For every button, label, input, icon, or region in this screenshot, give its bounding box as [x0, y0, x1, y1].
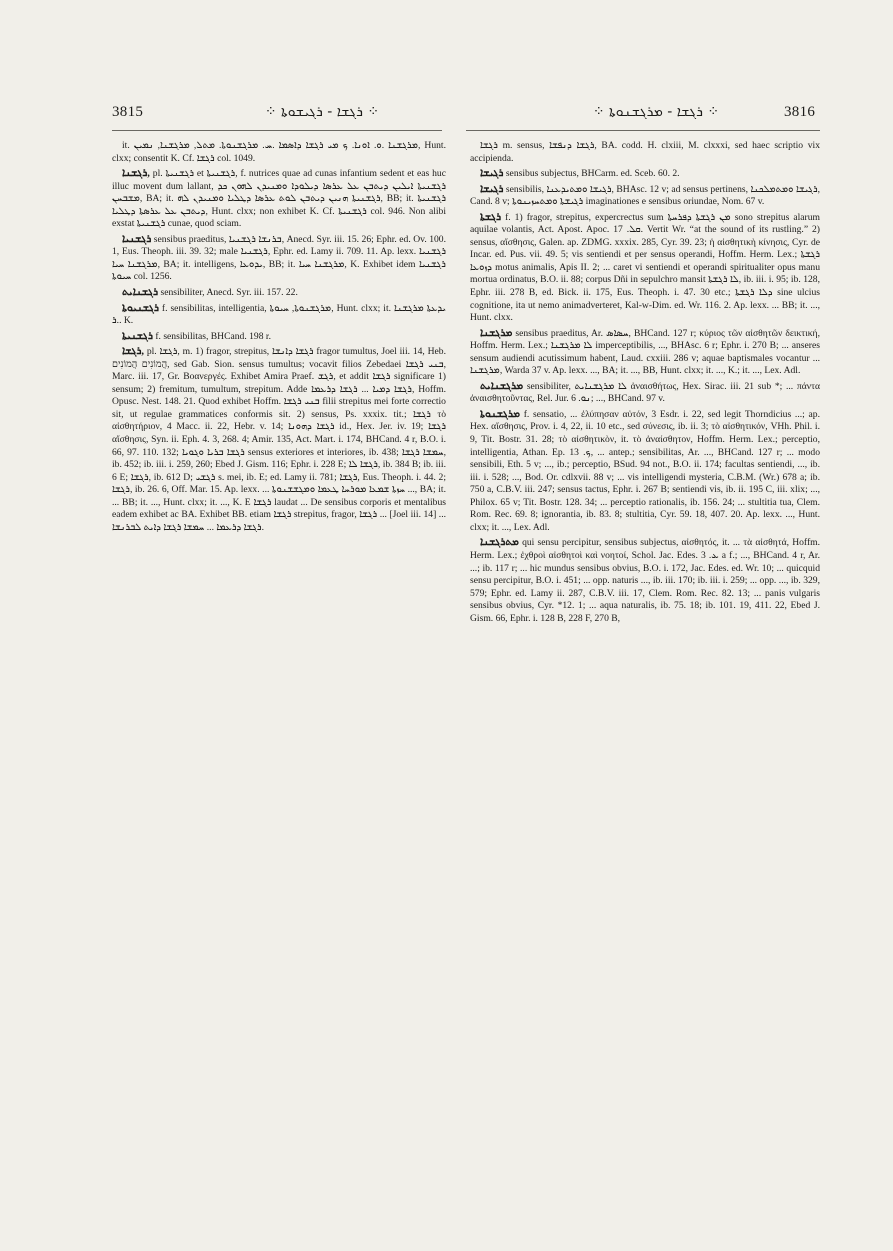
headword: ܡܪܓܫܢܐܝܬ — [480, 380, 524, 392]
headword: ܡܪܓܫܢܘܬܐ — [480, 408, 520, 420]
entry-text: sensibus praeditus, ܒܪܢܫܐ ܪܓܫܢܝܐ, Anecd. Syr. iii. 15. 26; Ephr. ed. Ov. 100. 1, Eus. Theoph. iii. 39. 32; male ܪܓܫܢܝܐ, Ephr. ed. Lamy ii. 709. 11. Ap. lexx. ܪܓܫܢܝܐ ܡܪܓܫܢܐ ܚܝܐ, BA; it. intelligens, ܝܕܘܥܐ, BB; it. ܡܪܓܫܢܐ ܚܝܐ, K. Exhibet idem ܪܓܫܢܝܐ ܚܝܘܬܐ col. 1256. — [112, 233, 446, 283]
page-number-left: 3815 — [112, 104, 144, 120]
page-header — [0, 0, 893, 60]
headword: ܪܓܫܢܝܘܬܐ — [122, 302, 159, 314]
running-head-right: ⁘ ܪܓܫܐ - ܡܪܓܫܢܘܬܐ ⁘ — [592, 104, 720, 120]
dictionary-entry — [470, 140, 820, 165]
entry-text: sensibilis, ܪܓܝܫܐ ܘܡܬܝܕܥܢܐ, BHAsc. 12 v; ad sensus pertinens, ܪܓܝܫܐ ܘܡܬܡܠܟܢܐ, Cand. 8 v; ܪܓܝܫܬܐ ܘܡܬܚܙܝܢܘܬܐ imaginationes e sensibus oriundae, Nom. 67 v. — [470, 183, 820, 208]
page-number-right: 3816 — [784, 104, 816, 120]
dictionary-entry — [112, 287, 446, 300]
entry-text: pl. ܪܓܫܐ, m. 1) fragor, strepitus, ܪܓܫܐ ܕܐܢܫܐ fragor tumultus, Joel iii. 14, Heb. הֲמוֹנִים הֲמוֹנִים, sed Gab. Sion. sensus tumultus; vocavit filios Zebedaei ܒܢܝ ܪܓܫܐ, Marc. iii. 17, Gr. Βοανεργές. Exhibet Amira Praef. ܪܓܫ, et addit ܪܓܫܐ significare 1) sensum; 2) fremitum, tumultum, strepitum. Adde ܪܓܫܐ ܕܡܝܐ ... ܪܓܫܐ ܕܪܥܡܐ, Hoffm. Opusc. Nest. 148. 21. Quod exhibet Hoffm. ܒܢܝ ܪܓܫܐ filii strepitus mei forte correctio sit, ut regulae grammatices conformis sit. 2) sensus, Ps. xxxix. tit.; ܪܓܫܐ τὸ αἰσθητήριον, 4 Macc. ii. 22, Hebr. v. 14; ܪܓܫܐ ܕܗܘܢܐ id., Hex. Jer. iv. 19; ܪܓܫܐ αἴσθησις, Syn. ii. Eph. 4. 3, 268. 4; Amir. 135, Act. Mart. i. 174, BHCand. 4 r, B.O. i. 66, 97. 110. 132; ܪܓܫܐ ܒܪܝܐ ܘܓܘܝܐ sensus exteriores et interiores, ib. 438; ܚܡܫܐ ܪܓܫܐ, ib. 452; ib. iii. i. 259, 260; Ebed J. Gism. 116; Ephr. i. 228 E; ܪܓܫܐ ܠܐ, ib. 384 B; ib. iii. 6 E; ܪܓܫܐ, ib. 612 D; ܪܓܫܝ s. mei, ib. E; ed. Lamy ii. 781; ܪܓܫܐ, Eus. Theoph. i. 44. 2; ܪܓܫܐ, ib. 26. 6, Off. Mar. 15. Ap. lexx. ... ܚܙܬܐ ܫܡܥܐ ܡܘܪܚܐ ܛܥܡܐ ܘܡܓܫܫܢܘܬܐ ..., BA; it. ... BB; it. ..., Hunt. clxx; it. ..., K. E ܪܓܫܐ laudat ... De sensibus corporis et mentalibus eadem exhibet ac BA. Exhibet BB. etiam ܪܓܫܐ strepitus, fragor, ܪܓܫܐ ... [Joel iii. 14] ... ܪܓܫܐ ܕܪܥܡܐ ... ܚܡܫܐ ܪܓܫܐ ܕܐܝܬ ܠܒܪܢܫܐ. — [112, 346, 446, 533]
headword: ܪܓܫܐ, — [122, 346, 145, 358]
entry-text: f. sensatio, ... ἐλύπησαν αὐτόν, 3 Esdr. i. 22, sed legit Thorndicius ...; ap. Hex. αἴσθησις, Prov. i. 4, 22, ii. 10 etc., sed σύνεσις, ib. ii. 3; τὸ αἰσθητικόν, VHh. Phil. i. 9, Tit. Bostr. 31. 28; τὸ αἰσθητικὸν, it. τὸ ἀναίσθητον, Hoffm. Herm. Lex.; perceptio, intelligentia, Athan. Ep. ܟ. 13, ... antep.; sensibilitas, Ar. ..., BHCand. 127 r; ... modo sensibili, Eth. 5 v; ..., ib.; perceptio, BSud. 94 not., B.O. ii. 174; facultas sentiendi, ..., ib. iii. i. 528; ..., Bod. Or. cdlxvii. 88 v; ... vis intelligendi mysteria, C.B.M. (Wr.) 678 a; ib. 750 a, C.B.V. iii. 247; sensus tactus, Ephr. i. 267 B; sentiendi vis, ib. ii. 195 C, iii. xlix; ..., Philox. 65 v; Tit. Bostr. 128. 34; ... perceptio rationalis, ib. 156. 24; ... stultitia tua, Clem. Rom. Rec. 69. 8; ignorantia, ib. 83. 8; stultitia, Cyr. 59. 18, 407. 20. Ap. lexx. ..., Hunt. clxx; it. ..., Lex. Adl. — [470, 408, 820, 533]
dictionary-entry — [112, 168, 446, 231]
dictionary-entry — [470, 184, 820, 209]
entry-text: ܪܓܫܐ m. sensus, ܪܓܫܐ ܕܢܦܫܐ, BA. codd. H. clxiii, M. clxxxi, sed haec scriptio vix accipienda. — [470, 140, 820, 164]
dictionary-entry — [470, 212, 820, 325]
dictionary-entry — [470, 381, 820, 406]
headword: ܡܪܓܫܢܐ — [480, 327, 513, 339]
dictionary-entry — [112, 346, 446, 534]
header-rule-left — [112, 130, 442, 131]
right-column — [470, 140, 820, 1215]
entry-text: it. ܡܪܓܫܢܐ .ܘ. ܐܘܢܐ. ܟ ܡܝ ܪܓܫܐ ܕܐܣܡܐ .ܚ. ܡܪܓܫܢܘܬܐ. ܡܬܠ, ܡܪܓܫܢܐ, ܢܡܝܢ, Hunt. clxx; consentit K. Cf. ܪܓܫܐ col. 1049. — [112, 140, 446, 164]
dictionary-entry — [112, 303, 446, 328]
running-head-left: ⁘ ܪܓܫܐ - ܪܓܝܫܘܬܐ ⁘ — [264, 104, 380, 120]
entry-text: pl. ܪܓܫܢܝܬܐ et ܪܓܫܢܝܬܐ, f. nutrices quae ad cunas infantium sedent et eas huc illuc movent dum lallant, ܪܓܫܢܝܬܐ ܐܝܠܝܢ ܕܝܬܒܢ ܥܠ ܥܪܣܐ ܕܝܠܘܕܐ ܘܡܢܝܕܢ ܠܗܘܢ ܟܕ ܡܫܒܚܢ, BA; it. ܪܓܫܢܝܬܐ ܗܢܝܢ ܕܝܬܒܢ ܠܘܬ ܥܪܣܐ ܕܛܠܝܐ ܘܡܢܝܕܢ ܠܗ, BB; it. ܪܓܫܢܝܬܐ ܕܝܬܒܢ ܥܠ ܥܪܣܬܐ ܕܛܠܝܐ, Hunt. clxx; non exhibet K. Cf. ܪܓܫܢܝܬܐ col. 946. Non alibi exstat ܪܓܫܢܝܬܐ cunae, quod sciam. — [112, 168, 446, 230]
entry-text: f. sensibilitas, intelligentia, ܡܪܓܫܢܘܬܐ, ܚܝܘܬܐ, Hunt. clxx; it. ܝܕܥܬܐ ܡܪܓܫܢܐ .ܪ. K. — [112, 302, 446, 327]
dictionary-entry — [470, 409, 820, 534]
entry-text: f. sensibilitas, BHCand. 198 r. — [155, 330, 271, 342]
headword: ܪܓܫܬܐ — [480, 211, 502, 223]
headword: ܡܬܪܓܫܢܐ — [480, 537, 519, 549]
entry-text: f. 1) fragor, strepitus, expercrectus sum ܡܢ ܪܓܫܬܐ ܕܦܪܚܬܐ sono strepitus alarum aquilae volantis, Act. Apost. Apoc. ܩܠ. 17. Vertit Wr. “at the sound of its rustling.” 2) sensus, αἴσθησις, Galen. ap. ZDMG. xxxix. 285, Cyr. 39. 23; ἡ αἰσθητικὴ κίνησις, Cyr. de Incar. ed. Pus. vii. 49. 5; vis sentiendi et per sensus operandi, Hoffm. Herm. Lex.; ܪܓܫܬܐ ܕܙܘܥܐ motus animalis, Apis II. 2; ... caret vi sentiendi et operandi spiritualiter opus manu mortua ordinatus, B.O. ii. 88; corpus Dñi in sepulchro mansit ܠܐ ܪܓܫܬܐ, ib. iii. i. 95; ib. 128, Ephr. iii. 278 B, ed. Bick. ii. 175, Eus. Theoph. i. 47. 30 etc.; ܕܠܐ ܪܓܫܬܐ sine ulcius cognitione, ita ut nemo animadverteret, Kal-w-Dim. ed. Wr. 116. 2. Ap. lexx. ... BB; it. ..., Hunt. clxx. — [470, 211, 820, 324]
entry-text: sensibus subjectus, BHCarm. ed. Sceb. 60. 2. — [505, 168, 680, 180]
dictionary-entry — [112, 140, 446, 165]
entry-text: sensibus praeditus, Ar. ܚܣܐܣ, BHCand. 127 r; κύριος τῶν αἰσθητῶν δεικτική, Hoffm. Herm. Lex.; ܠܐ ܡܪܓܫܢܐ imperceptibilis, ..., BHAsc. 6 r; Ephr. i. 270 B; ... anseres sensum audiendi acutissimum habent, Laud. cxxiii. 286 v; aquae baptismales vocantur ... ܡܪܓܫܢܐ, Warda 37 v. Ap. lexx. ..., BA; it. ..., BB, Hunt. clxx; it. ..., K.; it. ..., Lex. Adl. — [470, 327, 820, 377]
headword: ܪܓܝܫܐ — [480, 183, 504, 195]
dictionary-entry — [470, 328, 820, 378]
entry-text: sensibiliter, ܠܐ ܡܪܓܫܢܐܝܬ ἀναισθήτως, Hex. Sirac. iii. 21 sub *; ... πάντα ἀναισθητοῦντας, Rel. Jur. ܢܘ. 6; ..., BHCand. 97 v. — [470, 380, 820, 405]
headword: ܪܓܫܢܐ, — [122, 168, 150, 180]
headword: ܪܓܫܢܐܝܬ — [122, 287, 159, 299]
headword: ܪܓܫܢܝܐ — [122, 233, 152, 245]
left-column — [112, 140, 446, 1215]
dictionary-entry — [112, 234, 446, 284]
entry-text: qui sensu percipitur, sensibus subjectus, αἰσθητός, it. ... τὰ αἰσθητά, Hoffm. Herm. Lex.; ἐχθροὶ αἰσθητοὶ καὶ νοητοί, Schol. Jac. Edes. ܥ. 3 a f.; ..., BHCand. 4 r, Ar. ...; ib. 117 r; ... hic mundus sensibus obvius, B.O. i. 172, Jac. Edes. ed. Wr. 10; ... quicquid sensu percipitur, B.O. i. 451; ... opp. naturis ..., ib. iii. 170; ib. iii. i. 259; ... opp. ..., ib. 329, 579; Ephr. ed. Lamy ii. 287, C.B.V. iii. 17, Clem. Rom. Rec. 82. 13; ... panis vulgaris sensibus obvius, Cyr. *12. 1; ... aqua naturalis, ib. 75. 18; ib. 101. 19, 411. 22, Ebed J. Gism. 66, Ephr. i. 128 B, 228 F, 270 B, — [470, 537, 820, 624]
dictionary-entry — [470, 537, 820, 625]
header-rule-right — [466, 130, 820, 131]
headword: ܪܓܫܢܝܬܐ — [122, 330, 153, 342]
dictionary-entry — [112, 331, 446, 344]
entry-text: sensibiliter, Anecd. Syr. iii. 157. 22. — [160, 287, 298, 299]
headword: ܪܓܝܫܐ — [480, 168, 504, 180]
dictionary-entry — [470, 168, 820, 181]
